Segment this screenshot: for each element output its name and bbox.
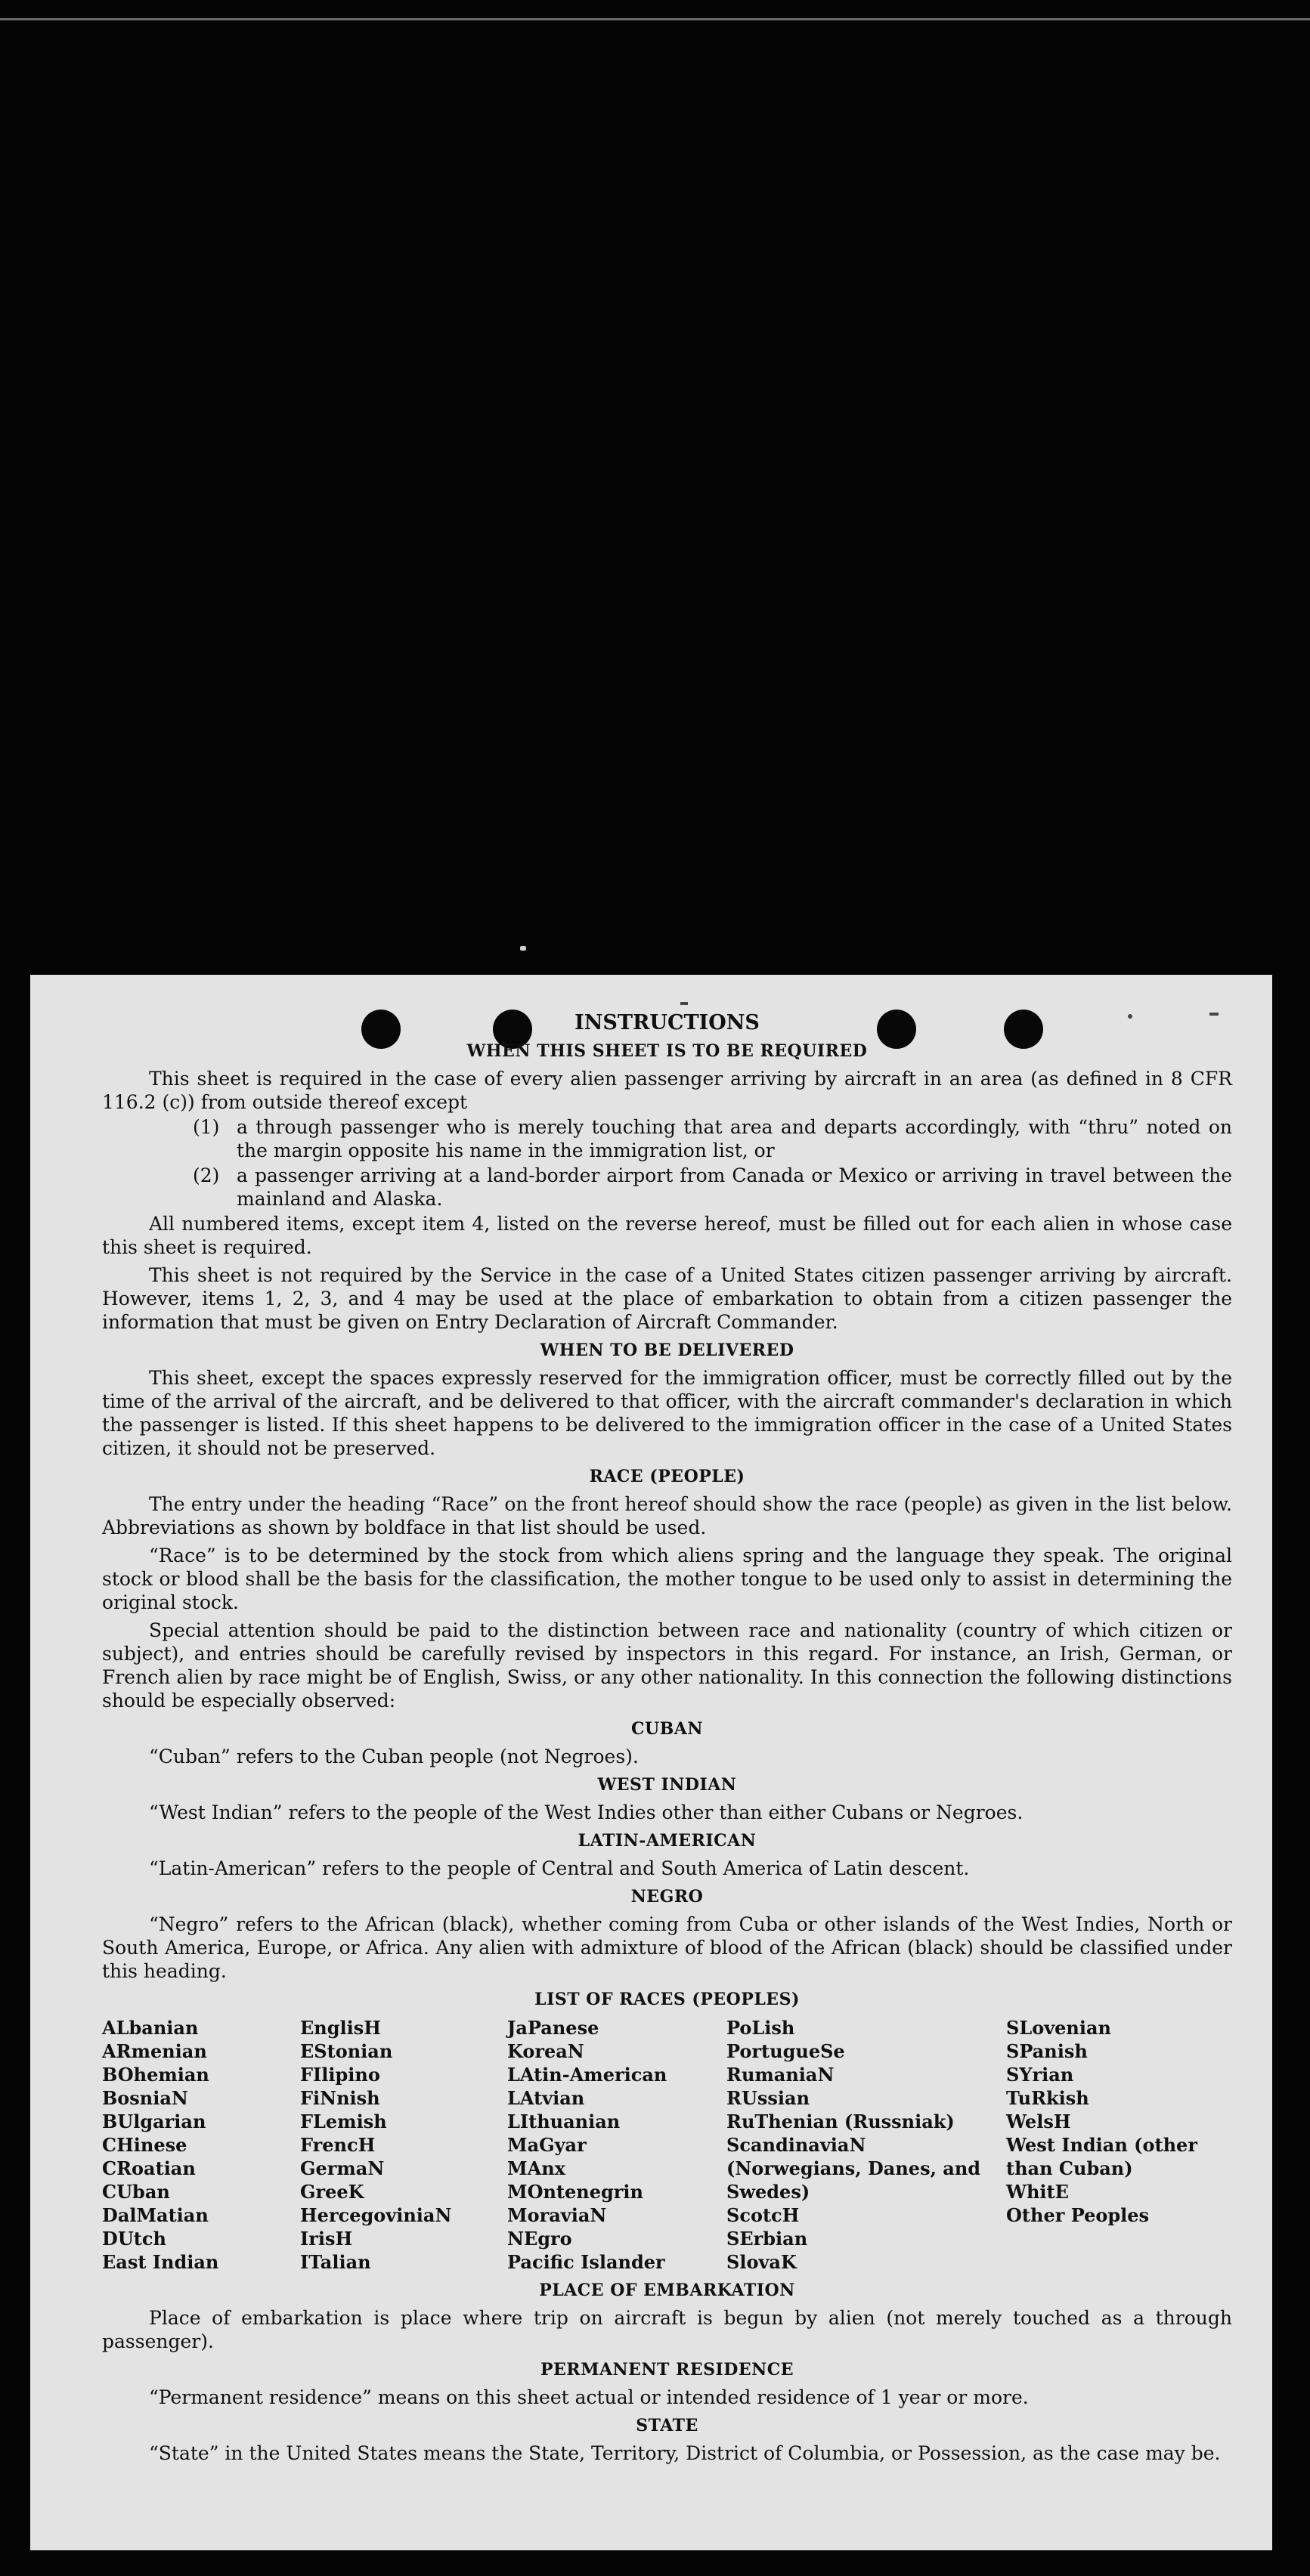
section-heading-when-required: WHEN THIS SHEET IS TO BE REQUIRED [466,1041,868,1061]
latin-american-text: “Latin-American” refers to the people of Central and South America of Latin descent. [149,1857,970,1879]
race-entry: RUssian [726,2087,810,2109]
race-entry: ScotcH [726,2204,800,2226]
race-entry: EStonian [300,2040,393,2062]
race-entry: DalMatian [102,2204,209,2226]
section-heading-cuban: CUBAN [631,1719,703,1739]
race-paragraph: “Race” is to be determined by the stock from which aliens spring and the language they speak. The original stock or blood shall be the basis for the classification, the mother tongue to be used only to assist in determining the original stock. [102,1545,1232,1613]
race-entry: ITalian [300,2251,371,2273]
race-entry: CRoatian [102,2157,196,2179]
section-heading-state: STATE [636,2416,698,2435]
race-entry: FiNnish [300,2087,380,2109]
race-entry: FrencH [300,2134,376,2156]
race-entry: LAtvian [507,2087,585,2109]
race-entry: WelsH [1006,2111,1071,2132]
race-entry: FIlipino [300,2064,380,2086]
section-heading-race: RACE (PEOPLE) [589,1467,745,1486]
race-entry: GermaN [300,2157,385,2179]
race-entry: SLovenian [1006,2017,1111,2039]
section-heading-place-of-embarkation: PLACE OF EMBARKATION [539,2281,795,2300]
when-required-intro: This sheet is required in the case of every alien passenger arriving by aircraft in an area (as defined in 8 CFR 116.2 (c)) from outside thereof except [102,1068,1232,1113]
numbered-items-paragraph: All numbered items, except item 4, listed on the reverse hereof, must be filled out for each alien in whose case this sheet is required. [102,1213,1232,1258]
race-entry: ScandinaviaN (Norwegians, Danes, and Swedes) [726,2134,981,2203]
race-entry: PoLish [726,2017,795,2039]
race-entry: RumaniaN [726,2064,835,2086]
when-delivered-text: This sheet, except the spaces expressly reserved for the immigration officer, must be correctly filled out by the time of the arrival of the aircraft, and be delivered to that officer, with the aircraft commander's declaration in which the passenger is listed. If this sheet happens to be delivered to the immigration officer in the case of a United States citizen, it should not be preserved. [102,1367,1232,1459]
race-paragraph: Special attention should be paid to the distinction between race and nationality (country of which citizen or subject), and entries should be carefully revised by inspectors in this regard. For instance, an Irish, German, or French alien by race might be of English, Swiss, or any other nationality. In this connection the following distinctions should be especially observed: [102,1619,1232,1712]
race-entry: CUban [102,2181,170,2203]
race-entry: KoreaN [507,2040,584,2062]
race-entry: BUlgarian [102,2111,206,2132]
race-entry: EnglisH [300,2017,381,2039]
race-entry: FLemish [300,2111,387,2132]
race-entry: GreeK [300,2181,364,2203]
section-heading-list-of-races: LIST OF RACES (PEOPLES) [534,1990,800,2009]
permanent-residence-text: “Permanent residence” means on this sheet actual or intended residence of 1 year or more. [149,2386,1029,2408]
race-entry: SlovaK [726,2251,797,2273]
section-heading-permanent-residence: PERMANENT RESIDENCE [540,2360,794,2380]
race-entry: TuRkish [1006,2087,1089,2109]
race-entry: MaGyar [507,2134,587,2156]
exception-number: (2) [193,1164,220,1186]
negro-text: “Negro” refers to the African (black), whether coming from Cuba or other islands of the West Indies, North or South America, Europe, or Africa. Any alien with admixture of blood of the African (black) should be classified under this heading. [102,1913,1232,1982]
race-column [507,2016,726,2274]
race-list [102,2016,1232,2274]
exception-item [193,1115,1232,1162]
race-column [102,2016,300,2274]
section-heading-west-indian: WEST INDIAN [597,1775,737,1795]
place-of-embarkation-text: Place of embarkation is place where trip on aircraft is begun by alien (not merely touched as a through passenger). [102,2307,1232,2352]
race-entry: SYrian [1006,2064,1074,2086]
exception-number: (1) [193,1116,220,1138]
section-heading-negro: NEGRO [630,1887,704,1906]
scan-top-edge [0,18,1310,20]
race-entry: IrisH [300,2228,353,2250]
race-entry: DUtch [102,2228,166,2250]
race-entry: RuThenian (Russniak) [726,2111,955,2132]
race-column [726,2016,1006,2274]
race-entry: CHinese [102,2134,187,2156]
race-entry: NEgro [507,2228,572,2250]
section-heading-when-delivered: WHEN TO BE DELIVERED [540,1341,794,1360]
race-entry: MoraviaN [507,2204,607,2226]
race-entry: JaPanese [507,2017,599,2039]
cuban-text: “Cuban” refers to the Cuban people (not Negroes). [149,1746,639,1767]
exception-text: a passenger arriving at a land-border airport from Canada or Mexico or arriving in travel between the mainland and Alaska. [237,1164,1232,1210]
race-entry: Pacific Islander [507,2251,665,2273]
race-entry: SErbian [726,2228,808,2250]
citizen-paragraph: This sheet is not required by the Service in the case of a United States citizen passenger arriving by aircraft. However, items 1, 2, 3, and 4 may be used at the place of embarkation to obtain from a citizen passenger the information that must be given on Entry Declaration of Aircraft Commander. [102,1264,1232,1333]
race-entry: HercegoviniaN [300,2204,452,2226]
race-entry: BOhemian [102,2064,209,2086]
section-heading-latin-american: LATIN-AMERICAN [578,1831,757,1851]
instructions-text [102,1011,1232,2465]
race-entry: ALbanian [102,2017,199,2039]
exception-item [193,1164,1232,1211]
document-sheet [30,975,1272,2550]
race-entry: WhitE [1006,2181,1069,2203]
exception-text: a through passenger who is merely touching that area and departs accordingly, with “thru” noted on the margin opposite his name in the immigration list, or [237,1116,1232,1161]
race-entry: ARmenian [102,2040,207,2062]
race-entry: MAnx [507,2157,565,2179]
state-text: “State” in the United States means the State, Territory, District of Columbia, or Possession, as the case may be. [149,2442,1221,2464]
scan-speck [680,1002,688,1005]
west-indian-text: “West Indian” refers to the people of the West Indies other than either Cubans or Negroes. [149,1801,1024,1823]
race-entry: East Indian [102,2251,219,2273]
race-column [1006,2016,1232,2274]
race-entry: LIthuanian [507,2111,621,2132]
race-column [300,2016,507,2274]
race-entry: West Indian (other than Cuban) [1006,2134,1197,2179]
race-paragraph: The entry under the heading “Race” on the front hereof should show the race (people) as given in the list below. Abbreviations as shown by boldface in that list should be used. [102,1493,1232,1538]
race-entry: SPanish [1006,2040,1088,2062]
race-entry: PortugueSe [726,2040,845,2062]
race-entry: BosniaN [102,2087,188,2109]
scan-speck [520,946,526,951]
page-title: INSTRUCTIONS [574,1011,760,1034]
race-entry: MOntenegrin [507,2181,643,2203]
race-entry: LAtin-American [507,2064,667,2086]
race-entry: Other Peoples [1006,2204,1150,2226]
